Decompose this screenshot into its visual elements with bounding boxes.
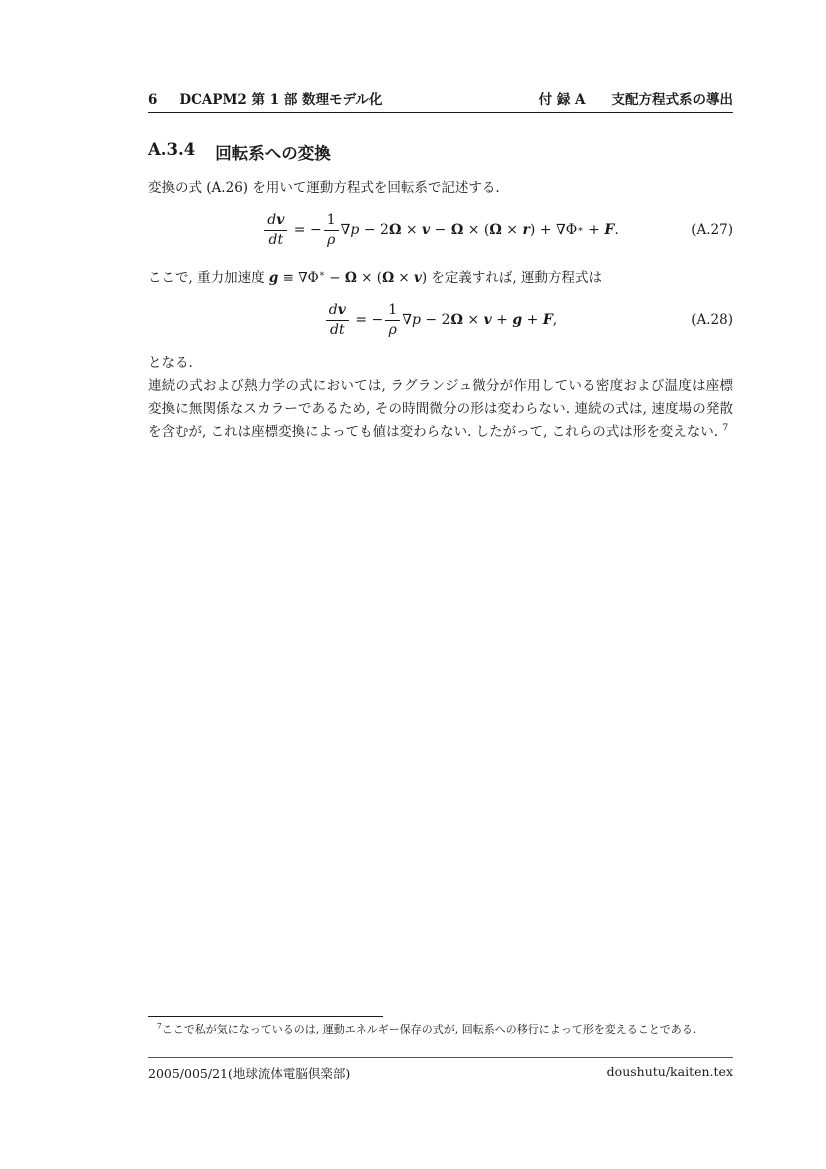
header-left	[148, 92, 382, 108]
equation-a27-label: (A.27)	[691, 222, 733, 238]
page-header	[148, 92, 733, 108]
text-block	[148, 92, 733, 444]
footnote-number: 7	[157, 1021, 162, 1031]
footer-filename: doushutu/kaiten.tex	[606, 1064, 733, 1079]
equation-a28	[148, 296, 733, 344]
header-left-title: DCAPM2 第 1 部 数理モデル化	[179, 92, 383, 108]
equation-a27-body: $\frac{dv}{dt}$ = − $\frac{1}{\rho}$ ∇ p − 2 Ω × v − Ω × ( Ω × r ) + ∇Φ ∗ + F .	[262, 212, 619, 247]
header-right	[539, 92, 733, 108]
footnote-body: ここで私が気になっているのは, 運動エネルギー保存の式が, 回転系への移行によって形を変えることである.	[161, 1023, 697, 1036]
footer-row	[148, 1064, 733, 1082]
section-number: A.3.4	[148, 140, 196, 159]
paragraph-intro: 変換の式 (A.26) を用いて運動方程式を回転系で記述する.	[148, 180, 500, 196]
equation-a28-body: $\frac{dv}{dt}$ = − $\frac{1}{\rho}$ ∇ p − 2 Ω × v + g + F ,	[324, 302, 557, 337]
footnote	[148, 1022, 733, 1037]
footnote-rule	[148, 1016, 383, 1017]
page-number: 6	[148, 92, 158, 108]
page-footer	[148, 1057, 733, 1082]
paragraph-tonaru: となる.	[148, 355, 193, 371]
footnote-marker: 7	[722, 422, 729, 434]
section-title: 回転系への変換	[215, 144, 331, 163]
footer-rule	[148, 1057, 733, 1058]
section-heading	[148, 140, 733, 164]
footer-date: 2005/005/21(地球流体電脳倶楽部)	[148, 1066, 351, 1081]
paragraph-gravity: ここで, 重力加速度 g ≡ ∇Φ∗ − Ω × (Ω × v) を定義すれば, 運動方程式は	[148, 268, 602, 286]
footnote-area	[148, 1016, 733, 1037]
equation-a27	[148, 206, 733, 254]
header-rule	[148, 112, 733, 113]
equation-a28-label: (A.28)	[691, 312, 733, 328]
paragraph-continuity	[148, 375, 733, 444]
header-right-title: 支配方程式系の導出	[611, 92, 733, 108]
header-appendix-label: 付 録 A	[538, 92, 586, 108]
paragraph-continuity-text: 連続の式および熱力学の式においては, ラグランジュ微分が作用している密度および温度は座標変換に無関係なスカラーであるため, その時間微分の形は変わらない. 連続の式は, 速度場の発散を含むが, これは座標変換によっても値は変わらない. したがって, これらの式は形を変えない.	[148, 378, 733, 440]
